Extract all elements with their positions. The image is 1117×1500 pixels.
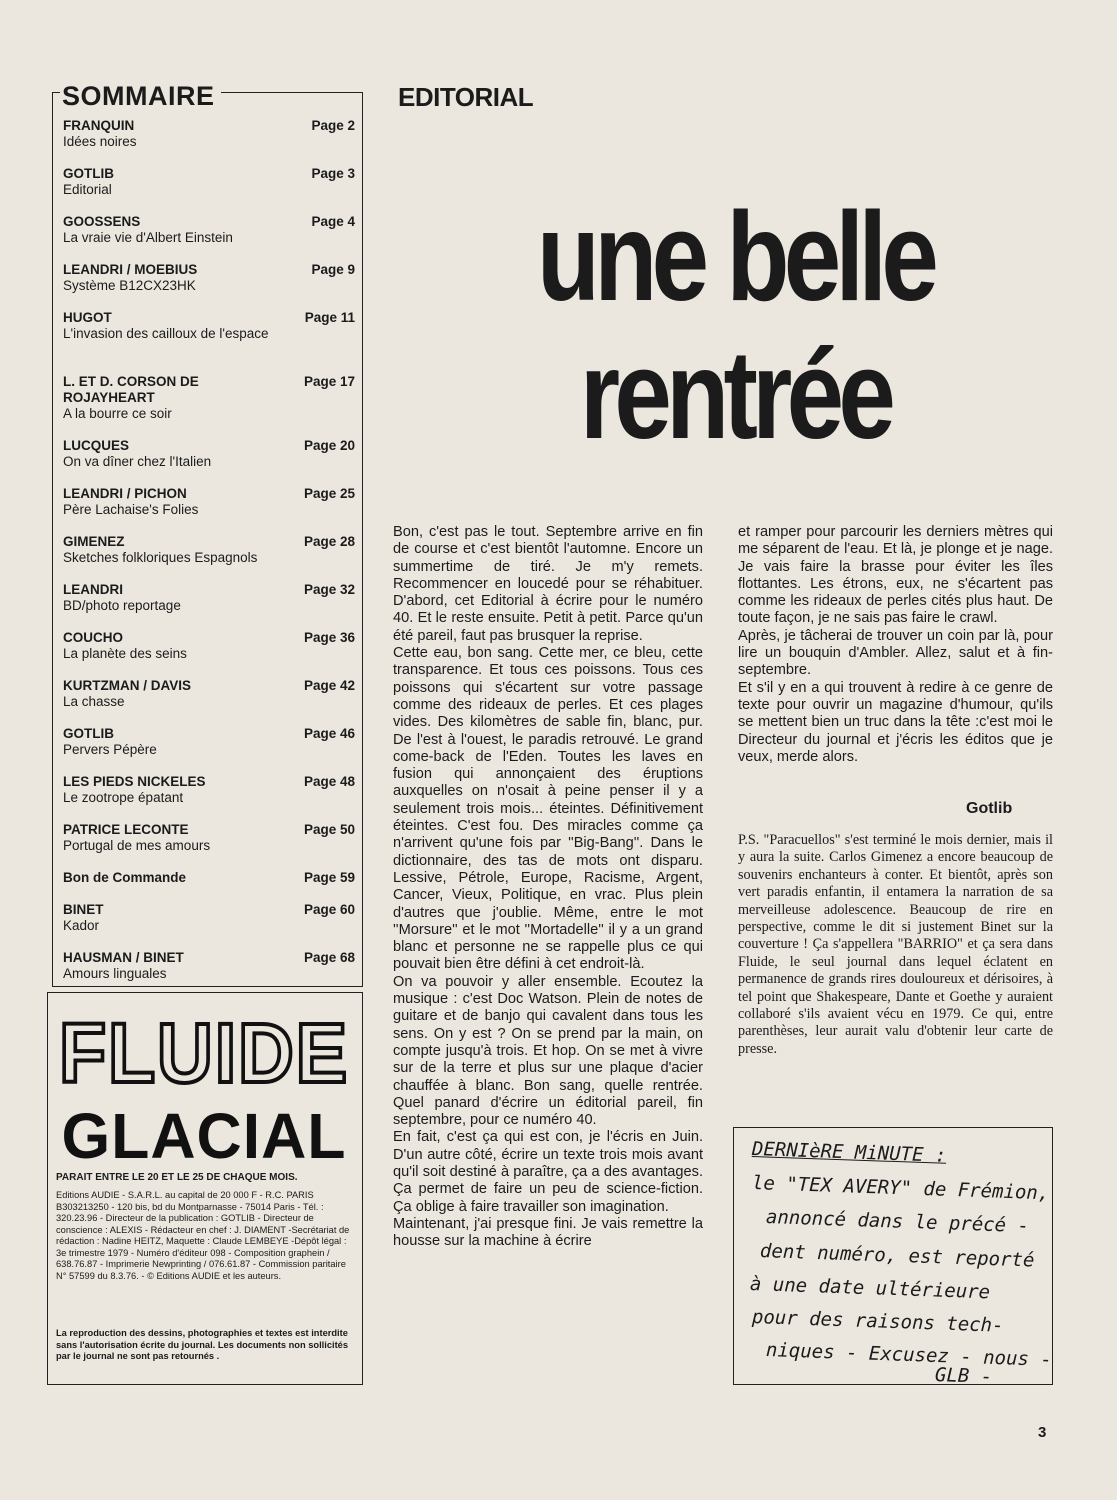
publication-schedule: PARAIT ENTRE LE 20 ET LE 25 DE CHAQUE MOIS. <box>56 1172 298 1183</box>
toc-entry <box>63 486 357 518</box>
page-number: 3 <box>1038 1424 1047 1441</box>
toc-title: Père Lachaise's Folies <box>63 502 199 517</box>
toc-entry <box>63 374 357 422</box>
derniere-minute-heading: DERNIèRE MiNUTE : <box>751 1138 947 1167</box>
toc-page-number: Page 60 <box>303 902 355 917</box>
toc-page-number: Page 17 <box>303 374 355 389</box>
toc-entry <box>63 902 357 934</box>
postscript-text: P.S. "Paracuellos" s'est terminé le mois dernier, mais il y aura la suite. Carlos Gimenez a encore beaucoup de souvenirs enchanteurs à conter. Et bientôt, après son vert paradis enfantin, il entamera la narration de sa merveilleuse adolescence. Beaucoup de rire en perspective, comme le dit si justement Binet sur la couverture ! Ça s'appellera "BARRIO" et ça sera dans Fluide, le seul journal dans lequel éclatent en permanence de grands rires douloureux et dérisoires, à tel point que Shakespeare, Dante et Goethe y auraient collaboré s'ils avaient vécu en 1979. Ce qui, entre parenthèses, leur aurait valu d'obtenir leur carte de presse. <box>738 832 1053 1057</box>
toc-entry <box>63 582 357 614</box>
handwritten-line: le "TEX AVERY" de Frémion, <box>751 1172 1050 1205</box>
toc-author: LEANDRI <box>63 582 123 597</box>
toc-title: Editorial <box>63 182 112 197</box>
toc-author: GOOSSENS <box>63 214 141 229</box>
toc-author: GIMENEZ <box>63 534 125 549</box>
toc-page-number: Page 68 <box>303 950 355 965</box>
toc-author: HUGOT <box>63 310 112 325</box>
paragraph: Maintenant, j'ai presque fini. Je vais remettre la housse sur la machine à écrire <box>393 1215 703 1250</box>
toc-page-number: Page 46 <box>303 726 355 741</box>
toc-page-number: Page 48 <box>303 774 355 789</box>
toc-page-number: Page 3 <box>311 166 355 181</box>
toc-title: La chasse <box>63 694 125 709</box>
toc-entry <box>63 950 357 982</box>
editorial-column-2 <box>738 524 1053 766</box>
paragraph: Et s'il y en a qui trouvent à redire à ce genre de texte pour ouvrir un magazine d'humour, qu'ils se mettent bien un truc dans la tête :c'est moi le Directeur du journal et j'écris les éditos que je veux, merde alors. <box>738 679 1053 765</box>
toc-title: Amours linguales <box>63 966 167 981</box>
paragraph: Cette eau, bon sang. Cette mer, ce bleu, cette transparence. Et tous ces poissons. Tous ces poissons qui s'écartent sur votre passage comme des rideaux de perles. Et ces plages vides. Des kilomètres de sable fin, blanc, pur. De l'est à l'ouest, le paradis retrouvé. Le grand come-back de l'Eden. Toutes les laves en fusion qui annonçaient des éruptions auxquelles on n'osait à peine penser il y a seulement trois mois... éteintes. Définitivement éteintes. C'est fou. Des miracles comme ça n'arrivent qu'une fois par ''Big-Bang''. Dans le dictionnaire, des tas de mots ont disparu. Lessive, Pétrole, Europe, Racisme, Argent, Cancer, Vieux, Politique, en vrac. Plus plein d'autres que j'oublie. Même, entre le mot ''Morsure'' et le mot ''Mortadelle'' il y a un grand blanc et personne ne se rappelle plus ce qui pouvait bien être défini à cet endroit-là. <box>393 645 703 973</box>
toc-entry <box>63 726 357 758</box>
svg-text:GLACIAL: GLACIAL <box>61 1100 347 1165</box>
toc-entry <box>63 438 357 470</box>
toc-title: Pervers Pépère <box>63 742 157 757</box>
toc-page-number: Page 59 <box>303 870 355 885</box>
editorial-label: EDITORIAL <box>398 82 534 112</box>
toc-page-number: Page 11 <box>304 310 355 325</box>
toc-author: LEANDRI / MOEBIUS <box>63 262 198 277</box>
toc-entry <box>63 678 357 710</box>
toc-entry <box>63 166 357 198</box>
toc-title: Système B12CX23HK <box>63 278 196 293</box>
toc-entry <box>63 534 357 566</box>
paragraph: On va pouvoir y aller ensemble. Ecoutez la musique : c'est Doc Watson. Plein de notes de guitare et de banjo qui cavalent dans tous les sens. On y est ? On se prend par la main, on compte jusqu'à trois. Et hop. On se met à vivre sur de la terre et plus sur une plaque d'acier chauffée à blanc. Bon sang, quelle rentrée. Quel panard d'écrire un éditorial pareil, fin septembre, pour ce numéro 40. <box>393 973 703 1129</box>
toc-page-number: Page 50 <box>303 822 355 837</box>
toc-title: Idées noires <box>63 134 137 149</box>
toc-title: La vraie vie d'Albert Einstein <box>63 230 233 245</box>
toc-page-number: Page 25 <box>303 486 355 501</box>
toc-entry <box>63 262 357 294</box>
handwritten-line: GLB - <box>934 1364 993 1388</box>
toc-page-number: Page 42 <box>303 678 355 693</box>
headline-line-1: une belle <box>536 186 934 327</box>
toc-page-number: Page 20 <box>303 438 355 453</box>
toc-page-number: Page 4 <box>311 214 355 229</box>
toc-entry <box>63 118 357 150</box>
toc-entry <box>63 870 357 886</box>
toc-author: GOTLIB <box>63 726 114 741</box>
toc-author: GOTLIB <box>63 166 114 181</box>
paragraph: Après, je tâcherai de trouver un coin par là, pour lire un bouquin d'Ambler. Allez, salut et à fin-septembre. <box>738 627 1053 679</box>
legal-notice: La reproduction des dessins, photographies et textes est interdite sans l'autorisation écrite du journal. Les documents non sollicités par le journal ne sont pas retournés . <box>56 1328 349 1361</box>
toc-author: L. ET D. CORSON DE ROJAYHEART <box>63 374 199 405</box>
postscript <box>738 832 1053 1058</box>
toc-author: PATRICE LECONTE <box>63 822 189 837</box>
toc-title: Kador <box>63 918 100 933</box>
editorial-column-1 <box>393 524 703 1250</box>
editorial-headline <box>485 188 985 464</box>
toc-entry <box>63 630 357 662</box>
handwritten-line: pour des raisons tech- <box>751 1306 1004 1337</box>
publisher-credits: Editions AUDIE - S.A.R.L. au capital de 20 000 F - R.C. PARIS B303213250 - 120 bis, bd du Montparnasse - 75014 Paris - Tél. : 320.23.96 - Directeur de la publication : GOTLIB - Directeur de conscience : ALEXIS - Rédacteur en chef : J. DIAMENT -Secrétariat de rédaction : Nadine HEITZ, Maquette : Claude LEMBEYE -Dépôt légal : 3e trimestre 1979 - Numéro d'éditeur 098 - Composition graphein / 638.76.87 - Imprimerie Newprinting / 076.61.87 - Commission paritaire N° 57599 du 8.3.76. - © Editions AUDIE et les auteurs. <box>56 1190 350 1281</box>
toc-author: BINET <box>63 902 104 917</box>
toc-page-number: Page 36 <box>303 630 355 645</box>
toc-author: LUCQUES <box>63 438 130 453</box>
toc-page-number: Page 2 <box>311 118 355 133</box>
toc-entry <box>63 214 357 246</box>
toc-page-number: Page 9 <box>311 262 355 277</box>
toc-author: LEANDRI / PICHON <box>63 486 187 501</box>
toc-author: Bon de Commande <box>63 870 187 885</box>
toc-author: FRANQUIN <box>63 118 135 133</box>
toc-entry <box>63 822 357 854</box>
toc-title: Sketches folkloriques Espagnols <box>63 550 258 565</box>
paragraph: et ramper pour parcourir les derniers mètres qui me séparent de l'eau. Et là, je plonge et je nage. Je vais faire la brasse pour éviter les îles flottantes. Les étrons, eux, ne s'écartent pas comme les rideaux de perles cités plus haut. De toute façon, je ne sais pas faire le crawl. <box>738 524 1053 627</box>
sommaire-title: SOMMAIRE <box>60 80 221 112</box>
author-signature: Gotlib <box>966 800 1013 817</box>
toc-title: BD/photo reportage <box>63 598 181 613</box>
handwritten-line: annoncé dans le précé - <box>765 1206 1030 1238</box>
toc-author: KURTZMAN / DAVIS <box>63 678 191 693</box>
toc-title: L'invasion des cailloux de l'espace <box>63 326 269 341</box>
toc-entry <box>63 774 357 806</box>
fluide-glacial-logo <box>54 1000 354 1165</box>
toc-title: Portugal de mes amours <box>63 838 211 853</box>
handwritten-line: niques - Excusez - nous - <box>765 1339 1053 1371</box>
paragraph: Bon, c'est pas le tout. Septembre arrive en fin de course et c'est bientôt l'automne. Encore un summertime de tiré. Je m'y remets. Recommencer en loucedé pour se réhabituer. D'abord, cet Editorial à écrire pour le numéro 40. Et le reste ensuite. Petit à petit. Parce qu'un été pareil, faut pas brusquer la reprise. <box>393 524 703 644</box>
paragraph: En fait, c'est ça qui est con, je l'écris en Juin. D'un autre côté, écrire un texte trois mois avant qu'il soit destiné à paraître, ça a des avantages. Ça permet de faire un peu de science-fiction. Ça oblige à faire travailler son imagination. <box>393 1129 703 1215</box>
toc-page-number: Page 28 <box>303 534 355 549</box>
handwritten-line: dent numéro, est reporté <box>759 1240 1035 1272</box>
toc-page-number: Page 32 <box>303 582 355 597</box>
toc-author: HAUSMAN / BINET <box>63 950 184 965</box>
headline-line-2: rentrée <box>579 324 891 465</box>
toc-entry <box>63 310 357 342</box>
toc-title: On va dîner chez l'Italien <box>63 454 212 469</box>
toc-author: COUCHO <box>63 630 123 645</box>
svg-text:FLUIDE: FLUIDE <box>59 1006 349 1100</box>
toc-title: Le zootrope épatant <box>63 790 184 805</box>
toc-author: LES PIEDS NICKELES <box>63 774 206 789</box>
toc-title: La planète des seins <box>63 646 187 661</box>
toc-title: A la bourre ce soir <box>63 406 172 421</box>
handwritten-line: à une date ultérieure <box>749 1273 991 1304</box>
